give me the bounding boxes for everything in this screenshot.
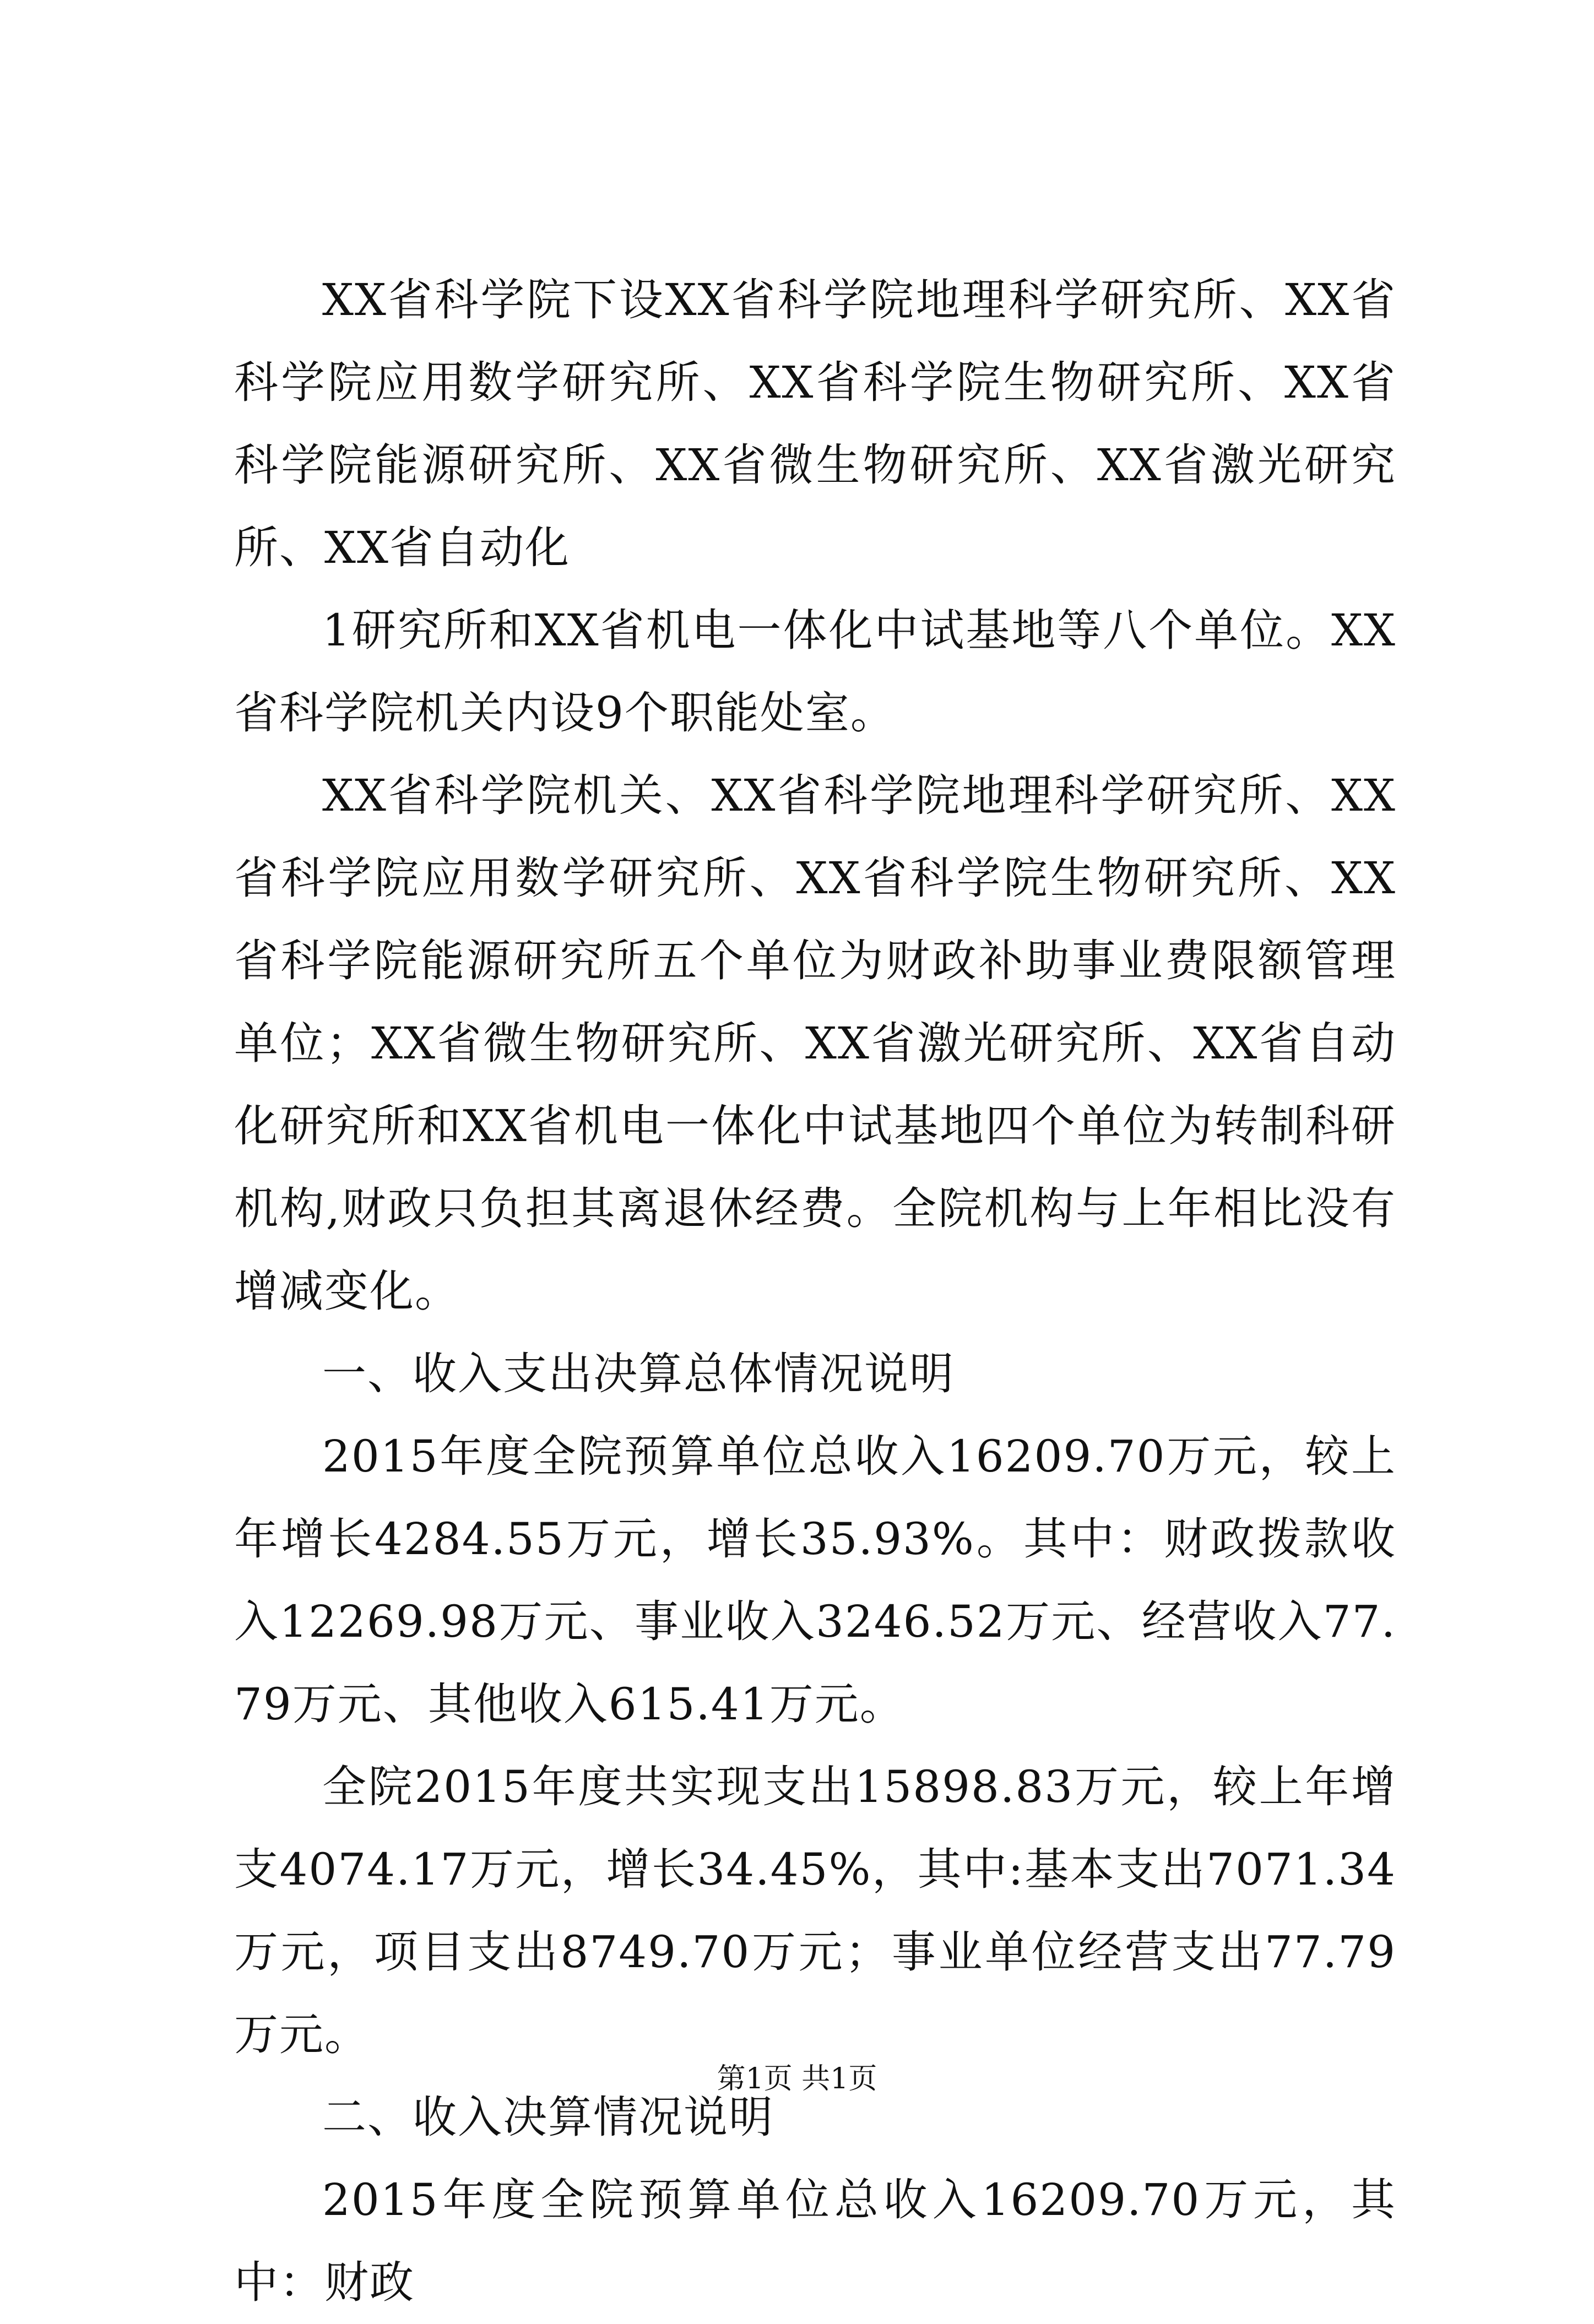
page-footer: 第1页 共1页 [717,2062,877,2095]
paragraph-institutes: XX省科学院下设XX省科学院地理科学研究所、XX省科学院应用数学研究所、XX省科学院生物研究所、XX省科学院能源研究所、XX省微生物研究所、XX省激光研究所、XX省自动化 [234,274,1396,573]
paragraph-total-expense: 全院2015年度共实现支出15898.83万元，较上年增支4074.17万元，增长34.45%，其中:基本支出7071.34万元，项目支出8749.70万元；事业单位经营支出77.79万元。 [234,1761,1396,2060]
paragraph-income-details: 2015年度全院预算单位总收入16209.70万元，其中：财政 [234,2174,1396,2308]
section-heading-income-expense-overview: 一、收入支出决算总体情况说明 [322,1348,955,1399]
paragraph-management-units: XX省科学院机关、XX省科学院地理科学研究所、XX省科学院应用数学研究所、XX省科学院生物研究所、XX省科学院能源研究所五个单位为财政补助事业费限额管理单位；XX省微生物研究所、XX省激光研究所、XX省自动化研究所和XX省机电一体化中试基地四个单位为转制科研机构,财政只负担其离退休经费。全院机构与上年相比没有增减变化。 [234,770,1396,1317]
section-heading-income-details: 二、收入决算情况说明 [322,2092,774,2143]
paragraph-institutes-continued: 1研究所和XX省机电一体化中试基地等八个单位。XX省科学院机关内设9个职能处室。 [234,605,1396,739]
document-body [234,259,1396,2324]
paragraph-total-income: 2015年度全院预算单位总收入16209.70万元，较上年增长4284.55万元，增长35.93%。其中：财政拨款收入12269.98万元、事业收入3246.52万元、经营收入77.79万元、其他收入615.41万元。 [234,1431,1396,1730]
